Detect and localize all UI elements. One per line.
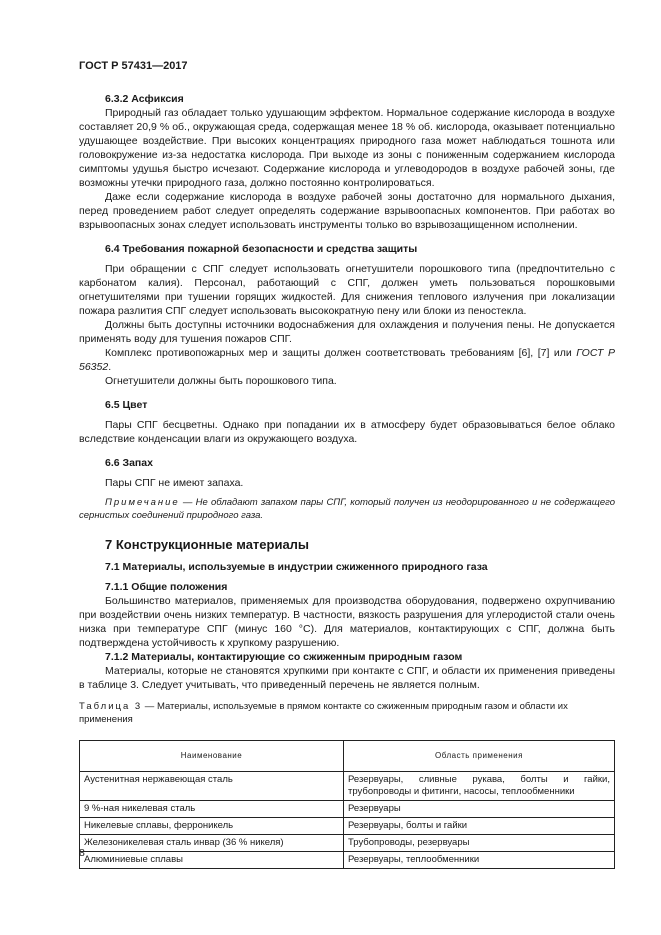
section-7-1-2-paragraph-1: Материалы, которые не становятся хрупкими при контакте с СПГ, и области их применения приведены в таблице 3. Следует учитывать, что приведенный перечень не является полным. xyxy=(79,665,615,691)
table-cell-application: Резервуары, сливные рукава, болты и гайки, трубопроводы и фитинги, насосы, теплообменники xyxy=(344,772,615,801)
note-label: Примечание xyxy=(105,497,180,508)
section-6-4-paragraph-3 xyxy=(79,346,615,374)
section-6-6-paragraph-1: Пары СПГ не имеют запаха. xyxy=(105,477,244,489)
table-cell-material: Алюминиевые сплавы xyxy=(80,852,344,869)
table-cell-material: Аустенитная нержавеющая сталь xyxy=(80,772,344,801)
section-6-4-paragraph-3-text: Комплекс противопожарных мер и защиты должен соответствовать требованиям [6], [7] или xyxy=(105,347,577,359)
table-row xyxy=(80,818,615,835)
document-header: ГОСТ Р 57431—2017 xyxy=(79,60,188,72)
table-3-caption-text: — Материалы, используемые в прямом контакте со сжиженным природным газом и области их применения xyxy=(79,701,568,725)
section-6-6-heading: 6.6 Запах xyxy=(105,457,153,469)
column-header-name: Наименование xyxy=(80,741,344,772)
table-cell-material: Никелевые сплавы, ферроникель xyxy=(80,818,344,835)
section-6-5-paragraph-1: Пары СПГ бесцветны. Однако при попадании их в атмосферу будет образовываться белое облако вследствие конденсации влаги из окружающего воздуха. xyxy=(79,419,615,445)
table-cell-application: Резервуары xyxy=(344,801,615,818)
table-row xyxy=(80,835,615,852)
table-row xyxy=(80,801,615,818)
section-6-3-2-paragraph-2: Даже если содержание кислорода в воздухе рабочей зоны достаточно для нормального дыхания, перед проведением работ следует определять содержание взрывоопасных компонентов. При работах во взрывоопасных зонах следует использовать инструменты только во взрывозащищенном исполнении. xyxy=(79,191,615,231)
section-6-4-paragraph-3-end: . xyxy=(108,361,112,373)
section-6-3-2-paragraph-1: Природный газ обладает только удушающим эффектом. Нормальное содержание кислорода в воздухе составляет 20,9 % об., окружающая среда, содержащая менее 18 % об. кислорода, оказывает потенциально удушающее воздействие. При высоких концентрациях природного газа может наблюдаться тошнота или головокружение из-за недостатка кислорода. При выходе из зоны с пониженным содержанием кислорода симптомы удушья быстро исчезают. Содержание кислорода и углеводородов в воздухе рабочей зоны, где возможны утечки природного газа, должно постоянно контролироваться. xyxy=(79,107,615,189)
table-row xyxy=(80,772,615,801)
section-7-1-2-heading: 7.1.2 Материалы, контактирующие со сжиженным природным газом xyxy=(105,651,463,663)
section-6-6-note xyxy=(79,496,615,522)
table-cell-application: Резервуары, теплообменники xyxy=(344,852,615,869)
page-number: 8 xyxy=(79,847,85,859)
section-6-4-paragraph-1: При обращении с СПГ следует использовать огнетушители порошкового типа (предпочтительно с карбонатом калия). Персонал, работающий с СПГ, должен уметь пользоваться порошковыми огнетушителями при тушении горящих жидкостей. Для снижения теплового излучения при локализации пожара разлития СПГ следует использовать высокократную пену или блоки из пеностекла. xyxy=(79,263,615,317)
column-header-application: Область применения xyxy=(344,741,615,772)
section-6-4-paragraph-2: Должны быть доступны источники водоснабжения для охлаждения и получения пены. Не допускается применять воду для тушения пожаров СПГ. xyxy=(79,319,615,345)
section-6-4-heading: 6.4 Требования пожарной безопасности и средства защиты xyxy=(105,243,418,255)
table-cell-material: Железоникелевая сталь инвар (36 % никеля) xyxy=(80,835,344,852)
table-cell-application: Трубопроводы, резервуары xyxy=(344,835,615,852)
table-row xyxy=(80,852,615,869)
section-7-1-1-heading: 7.1.1 Общие положения xyxy=(105,581,228,593)
table-cell-material: 9 %-ная никелевая сталь xyxy=(80,801,344,818)
section-7-heading: 7 Конструкционные материалы xyxy=(105,537,310,552)
table-3-caption-label: Таблица 3 xyxy=(79,701,143,712)
section-7-1-heading: 7.1 Материалы, используемые в индустрии сжиженного природного газа xyxy=(105,561,488,573)
section-6-4-paragraph-4: Огнетушители должны быть порошкового типа. xyxy=(105,375,337,387)
note-text: — Не обладают запахом пары СПГ, который получен из неодорированного и не содержащего сернистых соединений природного газа. xyxy=(79,497,615,521)
table-3-caption xyxy=(79,700,615,726)
table-header-row xyxy=(80,741,615,772)
standard-reference-link[interactable]: ГОСТ Р 56352 xyxy=(79,347,615,373)
section-6-3-2-heading: 6.3.2 Асфиксия xyxy=(105,93,184,105)
section-7-1-1-paragraph-1: Большинство материалов, применяемых для производства оборудования, подвержено охрупчиванию при воздействии очень низких температур. В частности, вязкость разрушения для углеродистой стали очень низка при температуре СПГ (минус 160 °C). Для материалов, контактирующих с СПГ, должна быть подтверждена устойчивость к хрупкому разрушению. xyxy=(79,595,615,649)
table-cell-application: Резервуары, болты и гайки xyxy=(344,818,615,835)
document-body xyxy=(79,92,615,869)
materials-table xyxy=(79,740,615,869)
section-6-5-heading: 6.5 Цвет xyxy=(105,399,148,411)
